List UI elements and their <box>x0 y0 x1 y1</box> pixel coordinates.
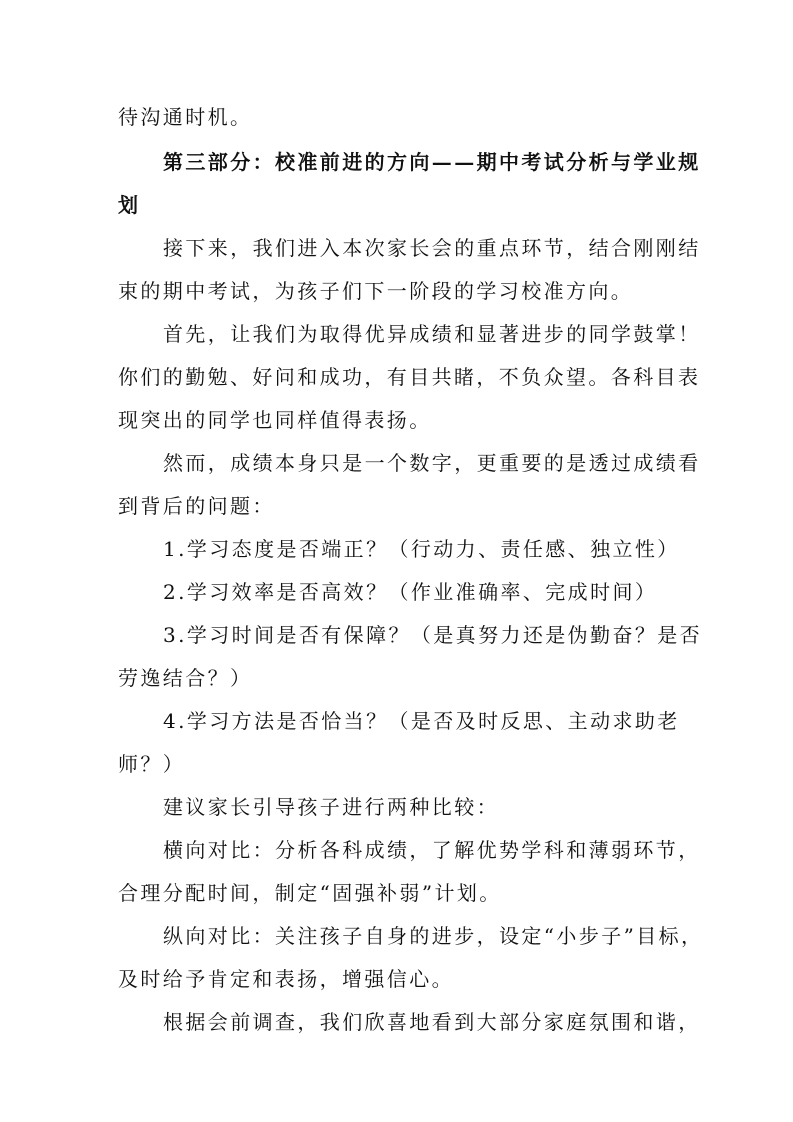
paragraph-line: 建议家长引导孩子进行两种比较： <box>163 795 499 819</box>
list-item: 1.学习态度是否端正？（行动力、责任感、独立性） <box>163 537 680 561</box>
paragraph-line: 现突出的同学也同样值得表扬。 <box>118 408 432 432</box>
paragraph-line: 接下来，我们进入本次家长会的重点环节，结合刚刚结 <box>163 236 701 260</box>
paragraph-line: 纵向对比：关注孩子自身的进步，设定“小步子”目标， <box>163 924 704 948</box>
paragraph-line: 合理分配时间，制定“固强补弱”计划。 <box>118 881 502 905</box>
paragraph-line: 到背后的问题： <box>118 494 275 518</box>
paragraph-line: 根据会前调查，我们欣喜地看到大部分家庭氛围和谐， <box>163 1010 701 1034</box>
paragraph-line: 你们的勤勉、好问和成功，有目共睹，不负众望。各科目表 <box>118 365 701 389</box>
paragraph-line: 束的期中考试，为孩子们下一阶段的学习校准方向。 <box>118 279 634 303</box>
list-item-continuation: 师？） <box>118 752 186 776</box>
paragraph-continuation: 待沟通时机。 <box>118 105 253 129</box>
list-item-continuation: 劳逸结合？） <box>118 666 253 690</box>
list-item: 4.学习方法是否恰当？（是否及时反思、主动求助老 <box>163 709 680 733</box>
paragraph-line: 然而，成绩本身只是一个数字，更重要的是透过成绩看 <box>163 451 701 475</box>
paragraph-line: 首先，让我们为取得优异成绩和显著进步的同学鼓掌！ <box>163 322 701 346</box>
section-heading: 第三部分：校准前进的方向——期中考试分析与学业规 <box>163 150 701 174</box>
list-item: 2.学习效率是否高效？（作业准确率、完成时间） <box>163 580 658 604</box>
paragraph-line: 横向对比：分析各科成绩，了解优势学科和薄弱环节， <box>163 838 701 862</box>
section-heading-continuation: 划 <box>118 193 141 217</box>
paragraph-line: 及时给予肯定和表扬，增强信心。 <box>118 967 454 991</box>
list-item: 3.学习时间是否有保障？（是真努力还是伪勤奋？是否 <box>163 623 703 647</box>
